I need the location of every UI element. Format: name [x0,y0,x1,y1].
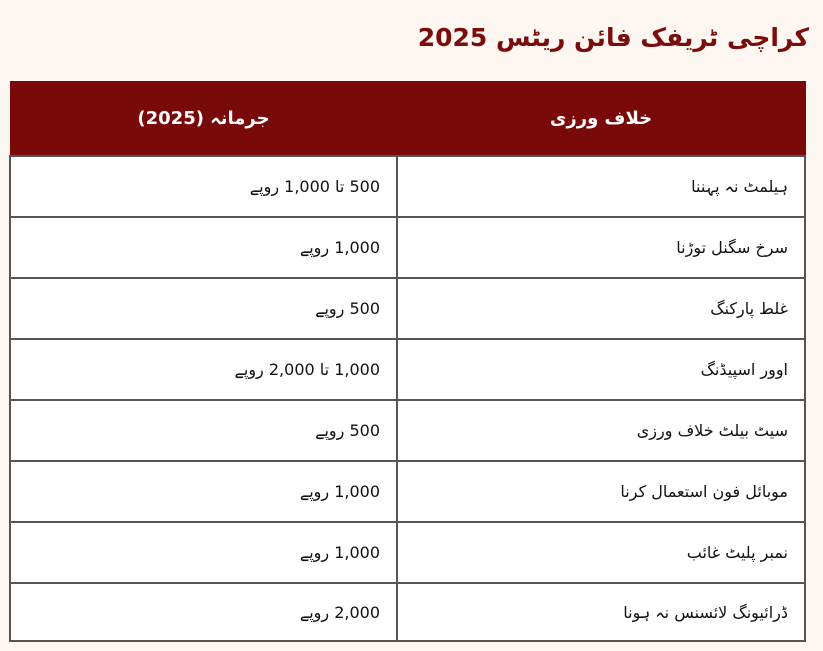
fine-rates-table [9,81,806,642]
header-violation: خلاف ورزی [397,82,805,157]
violation-cell: غلط پارکنگ [397,278,805,339]
violation-cell: سرخ سگنل توڑنا [397,217,805,278]
violation-cell: ڈرائیونگ لائسنس نہ ہونا [397,583,805,641]
table-row [10,583,805,641]
page-title: کراچی ٹریفک فائن ریٹس 2025 [417,23,809,52]
violation-cell: اوور اسپیڈنگ [397,339,805,400]
table-header-row [10,82,805,157]
fine-cell: 1,000 تا 2,000 روپے [10,339,397,400]
table-row [10,217,805,278]
table-row [10,522,805,583]
table-row [10,156,805,217]
violation-cell: ہیلمٹ نہ پہننا [397,156,805,217]
violation-cell: سیٹ بیلٹ خلاف ورزی [397,400,805,461]
fine-cell: 1,000 روپے [10,522,397,583]
fine-cell: 500 روپے [10,400,397,461]
violation-cell: نمبر پلیٹ غائب [397,522,805,583]
table-row [10,400,805,461]
violation-cell: موبائل فون استعمال کرنا [397,461,805,522]
table-row [10,339,805,400]
table-row [10,461,805,522]
fine-cell: 500 روپے [10,278,397,339]
fine-cell: 2,000 روپے [10,583,397,641]
fine-cell: 1,000 روپے [10,461,397,522]
table-row [10,278,805,339]
fine-cell: 1,000 روپے [10,217,397,278]
header-fine: جرمانہ (2025) [10,82,397,157]
fine-cell: 500 تا 1,000 روپے [10,156,397,217]
